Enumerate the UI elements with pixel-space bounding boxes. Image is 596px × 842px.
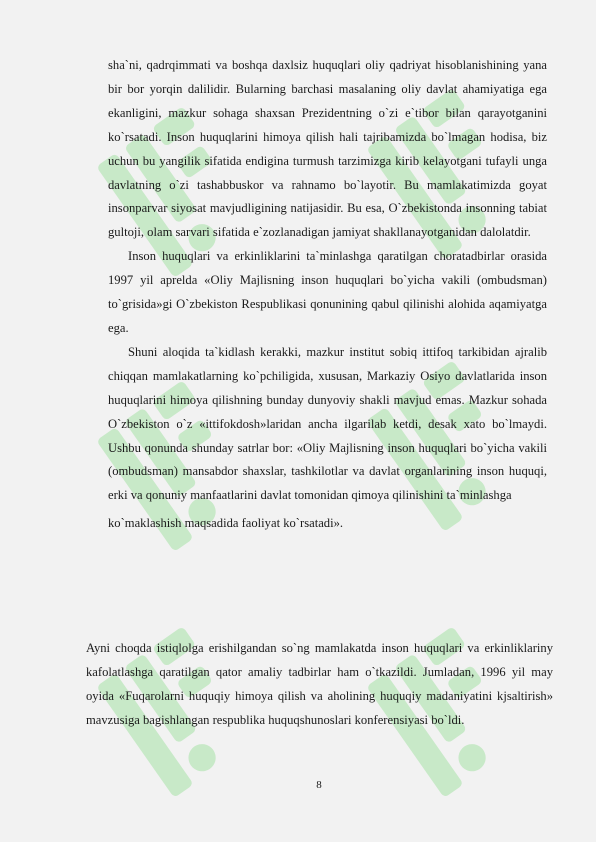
paragraph: sha`ni, qadrqimmati va boshqa daxlsiz huquqlari oliy qadriyat hisoblanishining yana bir bor yorqin dalilidir. Bularning barchasi masalaning oliy davlat ahamiyatiga ega ekanligini, mazkur sohaga shaxsan Prezidentning o`zi e`tibor bilan qarayotganini ko`rsatadi. Inson huquqlarini himoya qilish hali tajribamizda bo`lmagan hodisa, biz uchun bu yangilik sifatida endigina turmush tarzimizga kirib kelayotgani tufayli unga davlatning o`zi tashabbuskor va rahnamo bo`layotir. Bu mamlakatimizda goyat insonparvar siyosat mavjudligining natijasidir. Bu esa, O`zbekistonda insonning tabiat gultoji, olam sarvari sifatida e`zozlanadigan jamiyat shakllanayotganidan dalolatdir. [108, 58, 547, 240]
paragraph-continuation: ko`maklashish maqsadida faoliyat ko`rsatadi». [108, 516, 344, 531]
paragraph: Shuni aloqida ta`kidlash kerakki, mazkur institut sobiq ittifoq tarkibidan ajralib chiqqan mamlakatlarning ko`pchiligida, xususan, Markaziy Osiyo davlatlarida inson huquqlarini himoya qilishning bunday dunyoviy shakli mavjud emas. Mazkur sohada O`zbekiston o`z «ittifokdosh»laridan ancha ilgarilab ketdi, desak xato bo`lmaydi. Ushbu qonunda shunday satrlar bor: «Oliy Majlisning inson huquqlari bo`yicha vakili (ombudsman) mansabdor shaxslar, tashkilotlar va davlat organlarining inson huquqi, erki va qonuniy manfaatlarini davlat tomonidan qimoya qilinishini ta`minlashga [108, 344, 547, 503]
paragraph: Inson huquqlari va erkinliklarini ta`minlashga qaratilgan choratadbirlar orasida 1997 yil aprelda «Oliy Majlisning inson huquqlari bo`yicha vakili (ombudsman) to`grisida»gi O`zbekiston Respublikasi qonunining qabul qilinishi alohida aqamiyatga ega. [108, 249, 547, 335]
main-text-block [108, 54, 547, 536]
paragraph: Ayni choqda istiqlolga erishilgandan so`ng mamlakatda inson huquqlari va erkinliklariny kafolatlashga qaratilgan qator amaliy tadbirlar ham o`tkazildi. Jumladan, 1996 yil may oyida «Fuqarolarni huquqiy himoya qilish va aholining huquqiy madaniyatini kjsaltirish» mavzusiga bagishlangan respublika huquqshunoslari konferensiyasi bo`ldi. [86, 641, 553, 727]
page-number: 8 [316, 779, 322, 791]
secondary-text-block [86, 637, 553, 733]
